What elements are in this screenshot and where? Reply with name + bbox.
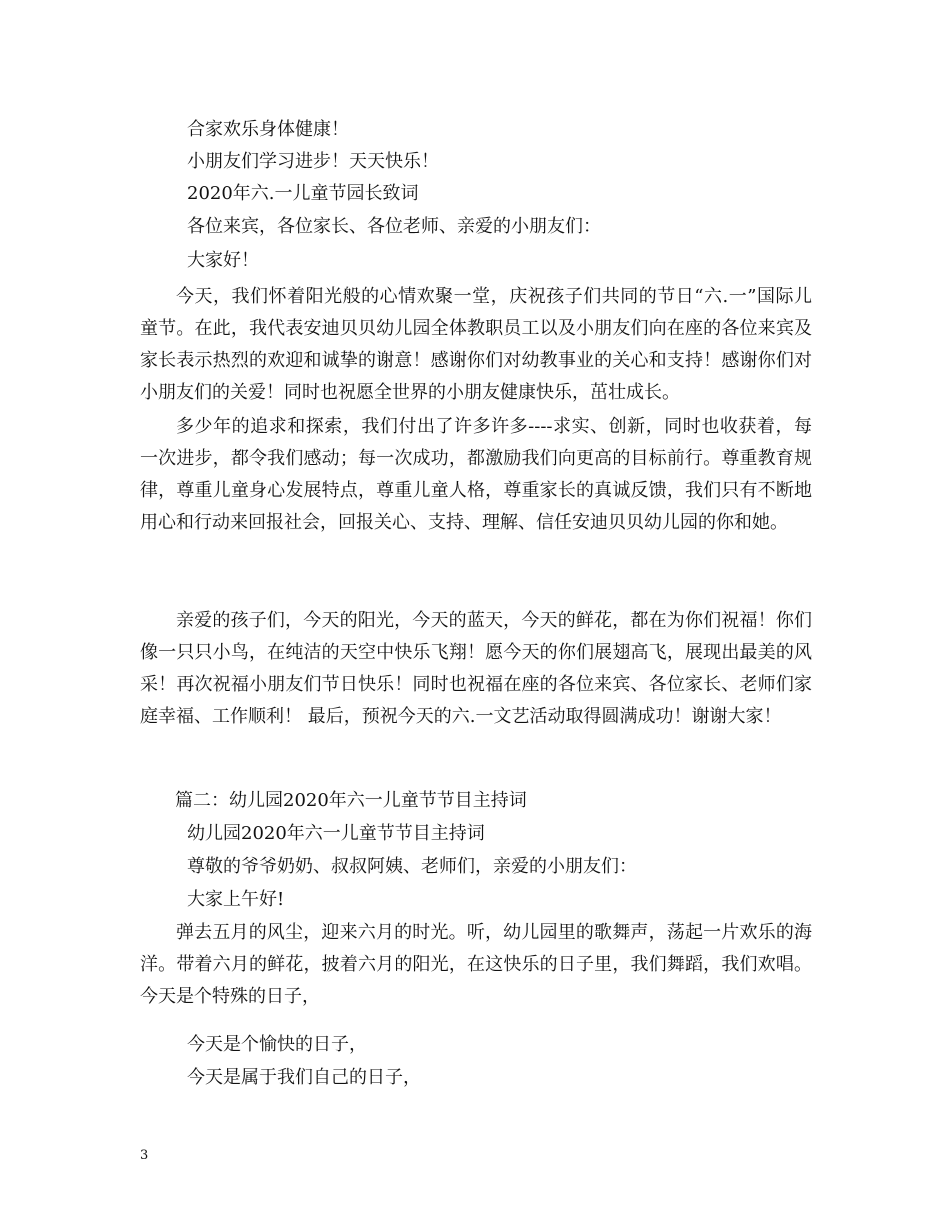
greeting: 大家好！ — [187, 250, 259, 271]
text-line: 小朋友们学习进步！天天快乐！ — [187, 151, 439, 172]
speech-title: 2020年六.一儿童节园长致词 — [187, 183, 419, 204]
paragraph: 多少年的追求和探索，我们付出了许多许多----求实、创新，同时也收获着，每一次进步，都令我们感动；每一次成功，都激励我们向更高的目标前行。尊重教育规律，尊重儿童身心发展特点，尊重儿童人格，尊重家长的真诚反馈，我们只有不断地用心和行动来回报社会，回报关心、支持、理解、信任安迪贝贝幼儿园的你和她。 — [140, 416, 812, 533]
greeting: 大家上午好! — [187, 889, 285, 910]
paragraph: 亲爱的孩子们，今天的阳光，今天的蓝天，今天的鲜花，都在为你们祝福！你们像一只只小鸟，在纯洁的天空中快乐飞翔！愿今天的你们展翅高飞，展现出最美的风采！再次祝福小朋友们节日快乐！同时也祝福在座的各位来宾、各位家长、老师们家庭幸福、工作顺利！ 最后，预祝今天的六.一文艺活动取得圆满成功！谢谢大家！ — [140, 610, 812, 727]
program-title: 幼儿园2020年六一儿童节节目主持词 — [187, 823, 485, 844]
text-line: 今天是属于我们自己的日子， — [187, 1067, 421, 1088]
section-title: 篇二：幼儿园2020年六一儿童节节目主持词 — [175, 790, 527, 811]
text-line: 合家欢乐身体健康！ — [187, 119, 349, 140]
salutation: 尊敬的爷爷奶奶、叔叔阿姨、老师们，亲爱的小朋友们： — [187, 856, 637, 877]
salutation: 各位来宾，各位家长、各位老师、亲爱的小朋友们： — [187, 216, 601, 237]
paragraph: 今天，我们怀着阳光般的心情欢聚一堂，庆祝孩子们共同的节日“六.一”国际儿童节。在此，我代表安迪贝贝幼儿园全体教职员工以及小朋友们向在座的各位来宾及家长表示热烈的欢迎和诚挚的谢意！感谢你们对幼教事业的关心和支持！感谢你们对小朋友们的关爱！同时也祝愿全世界的小朋友健康快乐，茁壮成长。 — [140, 286, 812, 403]
paragraph: 弹去五月的风尘，迎来六月的时光。听，幼儿园里的歌舞声，荡起一片欢乐的海洋。带着六月的鲜花，披着六月的阳光，在这快乐的日子里，我们舞蹈，我们欢唱。今天是个特殊的日子， — [140, 922, 812, 1007]
page-number: 3 — [140, 1148, 149, 1163]
text-line: 今天是个愉快的日子， — [187, 1034, 367, 1055]
